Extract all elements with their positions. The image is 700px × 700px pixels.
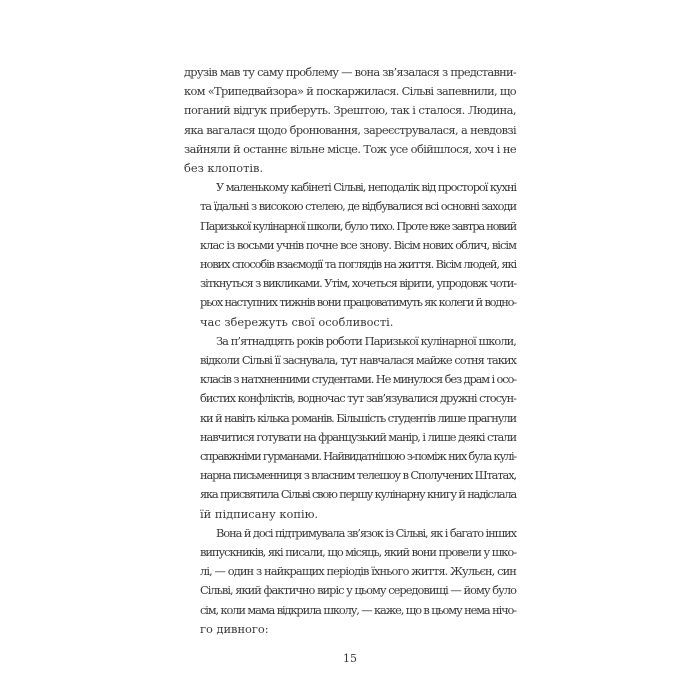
text-line: лі, — один з найкращих періодів їхнього життя. Жульєн, син (200, 564, 516, 579)
paragraph-2 (184, 178, 516, 332)
page-number: 15 (343, 652, 357, 665)
text-line: яка вагалася щодо бронювання, зареєструвалася, а невдовзі (184, 122, 516, 137)
text-line: друзів мав ту саму проблему — вона зв’язалася з представни- (184, 65, 516, 79)
text-line: ком «Трипедвайзора» й поскаржилася. Сільві запевнили, що (184, 84, 516, 99)
text-line: зайняли й останнє вільне місце. Тож усе обійшлося, хоч і не (184, 141, 516, 156)
text-line: Сільві, який фактично виріс у цьому середовищі — йому було (200, 583, 516, 598)
paragraph-1 (184, 63, 516, 178)
text-line: нових способів взаємодії та поглядів на життя. Вісім людей, які (200, 257, 516, 272)
text-line: го дивного: (200, 621, 269, 636)
paragraph-3 (184, 332, 516, 524)
text-line: яка присвятила Сільві свою першу кулінарну книгу й надіслала (200, 487, 516, 502)
text-line: У маленькому кабінеті Сільві, неподалік від просторої кухні (216, 180, 516, 195)
text-line: ки й навіть кілька романів. Більшість студентів лише прагнули (200, 410, 516, 425)
text-line: нарна письменниця з власним телешоу в Сполучених Штатах, (200, 468, 516, 483)
text-line: та їдальні з високою стелею, де відбувалися всі основні заходи (200, 199, 516, 214)
text-line: За п’ятнадцять років роботи Паризької кулінарної школи, (216, 333, 516, 348)
text-line: їй підписану копію. (200, 506, 319, 521)
text-line: відколи Сільві її заснувала, тут навчалася майже сотня таких (200, 353, 516, 368)
page-body (184, 63, 516, 639)
text-line: навчитися готувати на французький манір, і лише деякі стали (200, 429, 516, 444)
text-line: клас із восьми учнів почне все знову. Вісім нових облич, вісім (200, 237, 516, 252)
text-line: поганий відгук приберуть. Зрештою, так і сталося. Людина, (184, 103, 516, 118)
text-line: рьох наступних тижнів вони працюватимуть як колеги й водно- (200, 295, 516, 310)
paragraph-4 (184, 524, 516, 639)
text-line: Паризької кулінарної школи, було тихо. Проте вже завтра новий (200, 218, 516, 233)
text-line: справжніми гурманами. Найвидатнішою з-поміж них була кулі- (200, 449, 516, 464)
text-line: Вона й досі підтримувала зв’язок із Сільві, як і багато інших (216, 525, 516, 540)
text-line: бистих конфліктів, водночас тут зав’язувалися дружні стосун- (200, 391, 516, 406)
text-line: сім, коли мама відкрила школу, — каже, що в цьому нема нічо- (200, 602, 516, 617)
text-line: зіткнуться з викликами. Утім, хочеться вірити, упродовж чоти- (200, 276, 516, 291)
text-line: час збережуть свої особливості. (200, 314, 394, 329)
text-line: класів з натхненними студентами. Не минулося без драм і осо- (200, 372, 516, 387)
text-line: випускників, які писали, що місяць, який вони провели у шко- (200, 545, 516, 560)
text-line: без клопотів. (184, 161, 264, 176)
